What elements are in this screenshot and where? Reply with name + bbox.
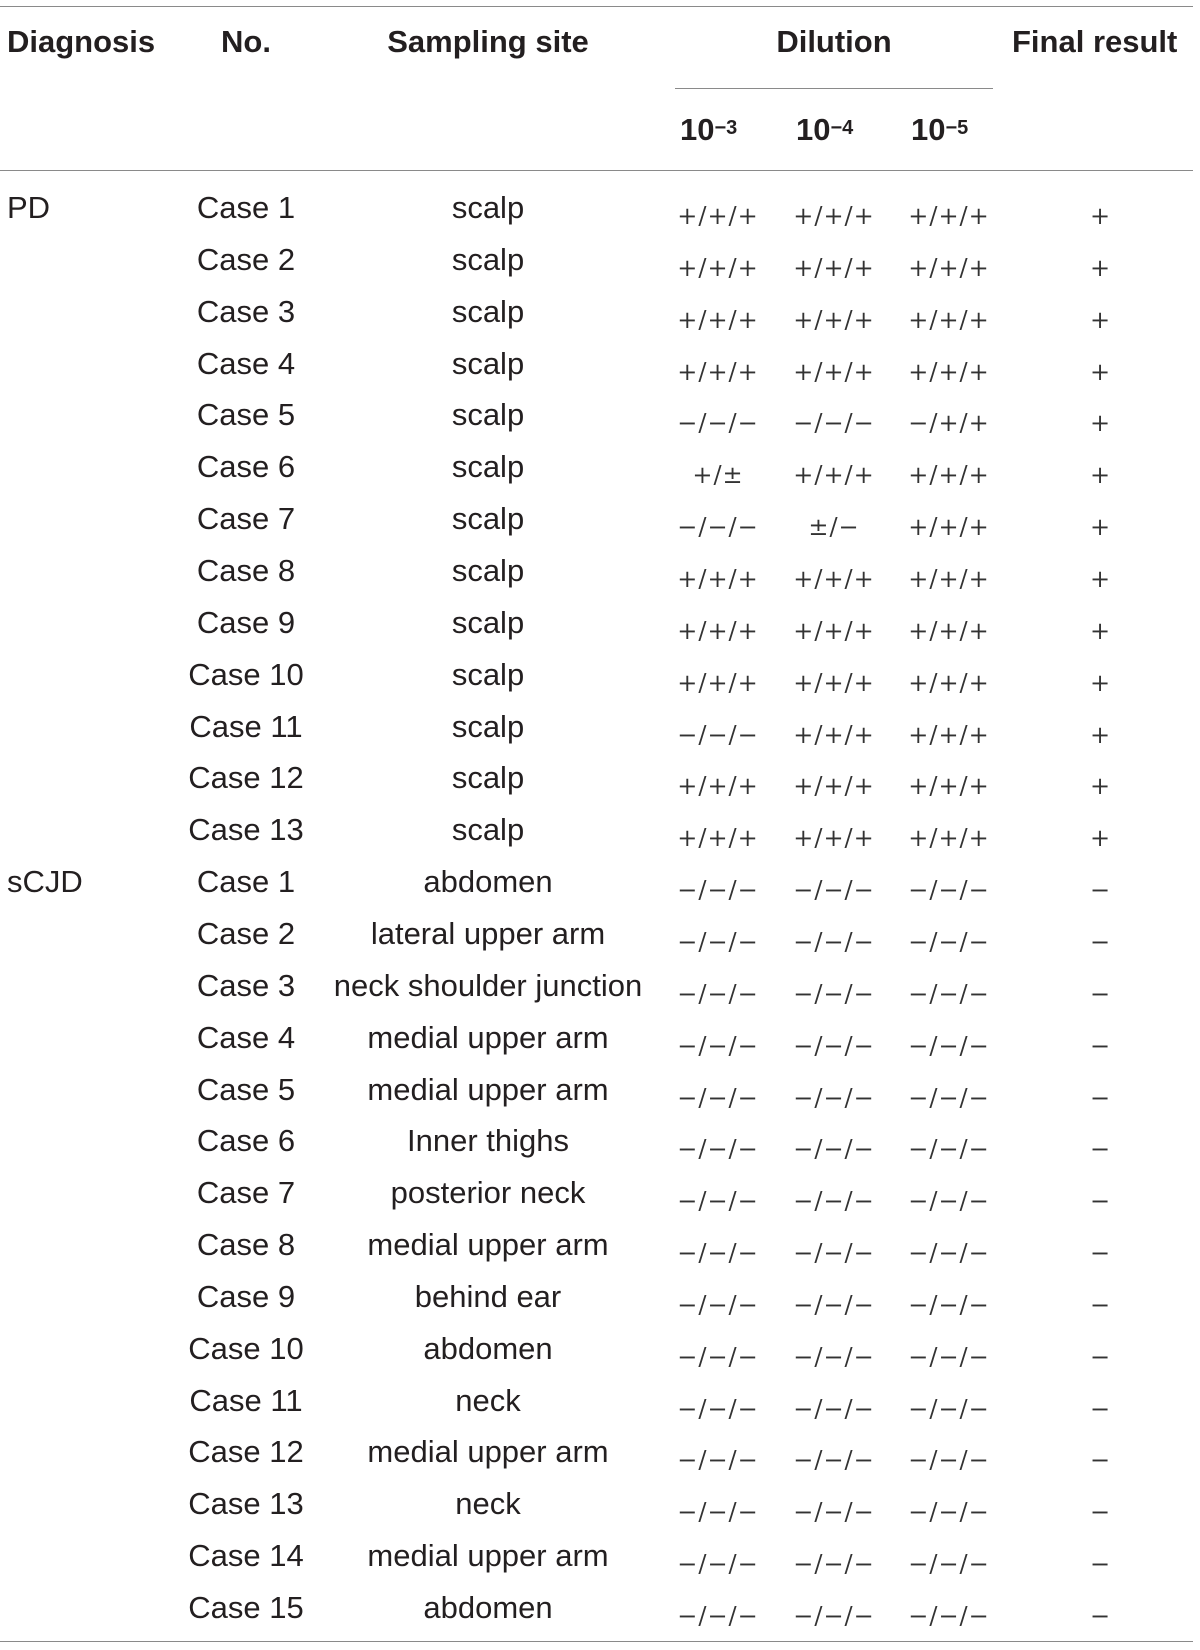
dilution-1e-4-cell: −/−/− xyxy=(793,1550,875,1579)
table-top-rule xyxy=(0,6,1193,7)
dilution-1e-4-cell: −/−/− xyxy=(793,1394,875,1423)
dilution-1e-4-cell: −/−/− xyxy=(793,979,875,1008)
sampling-site-cell: medial upper arm xyxy=(367,1071,609,1107)
header-dilution-level-1: $10^{-3}$ xyxy=(680,112,738,147)
sampling-site-cell: neck shoulder junction xyxy=(333,967,643,1003)
case-number-cell: Case 7 xyxy=(196,501,296,537)
case-number-cell: Case 12 xyxy=(188,760,304,796)
dilution-1e-5-cell: +/+/+ xyxy=(908,565,990,593)
final-result-cell: − xyxy=(1089,1394,1111,1423)
dilution-1e-5-cell: −/+/+ xyxy=(908,409,990,438)
sampling-site-cell: neck xyxy=(455,1382,521,1418)
case-number-cell: Case 2 xyxy=(196,241,296,277)
dilution-1e-4-cell: −/−/− xyxy=(793,1498,875,1527)
dilution-1e-5-cell: −/−/− xyxy=(908,1290,990,1319)
final-result-cell: + xyxy=(1089,409,1111,438)
dilution-1e-3-cell: +/+/+ xyxy=(677,305,759,334)
dilution-1e-3-cell: −/−/− xyxy=(677,1342,759,1371)
case-number-cell: Case 6 xyxy=(196,1123,296,1159)
dilution-1e-3-cell: +/+/+ xyxy=(677,565,759,593)
final-result-cell: − xyxy=(1089,1239,1111,1267)
case-number-cell: Case 14 xyxy=(188,1538,304,1574)
sampling-site-cell: scalp xyxy=(451,397,525,433)
dilution-subheader-rule xyxy=(675,88,993,89)
dilution-1e-3-cell: +/+/+ xyxy=(677,357,759,386)
sampling-site-cell: scalp xyxy=(451,656,525,692)
table-row xyxy=(0,1381,1193,1433)
sampling-site-cell: neck xyxy=(455,1486,521,1522)
dilution-1e-5-cell: +/+/+ xyxy=(908,305,990,334)
dilution-1e-5-cell: −/−/− xyxy=(908,1394,990,1423)
final-result-cell: + xyxy=(1089,202,1111,230)
final-result-cell: − xyxy=(1089,1031,1111,1060)
case-number-cell: Case 3 xyxy=(196,967,296,1003)
dilution-1e-3-cell: −/−/− xyxy=(677,513,759,542)
diagnosis-cell: PD xyxy=(7,190,51,225)
case-number-cell: Case 1 xyxy=(196,864,296,900)
dilution-1e-5-cell: −/−/− xyxy=(908,979,990,1008)
dilution-1e-4-cell: +/+/+ xyxy=(793,357,875,386)
dilution-1e-3-cell: −/−/− xyxy=(677,927,759,956)
case-number-cell: Case 7 xyxy=(196,1175,296,1211)
case-number-cell: Case 13 xyxy=(188,1486,304,1522)
table-row xyxy=(0,447,1193,499)
dilution-1e-4-cell: +/+/+ xyxy=(793,772,875,801)
case-number-cell: Case 2 xyxy=(196,915,296,951)
case-number-cell: Case 9 xyxy=(196,604,296,640)
dilution-1e-5-cell: +/+/+ xyxy=(908,513,990,542)
sampling-site-cell: medial upper arm xyxy=(367,1538,609,1574)
case-number-cell: Case 8 xyxy=(196,1227,296,1262)
final-result-cell: − xyxy=(1089,1498,1111,1527)
dilution-1e-5-cell: +/+/+ xyxy=(908,461,990,490)
sampling-site-cell: scalp xyxy=(451,604,525,640)
dilution-1e-3-cell: −/−/− xyxy=(677,876,759,905)
dilution-1e-4-cell: −/−/− xyxy=(793,1290,875,1319)
final-result-cell: + xyxy=(1089,824,1111,853)
header-final-result: Final result xyxy=(1012,24,1178,59)
case-number-cell: Case 6 xyxy=(196,449,296,485)
table-row xyxy=(0,1484,1193,1536)
dilution-1e-5-cell: +/+/+ xyxy=(908,720,990,749)
table-row xyxy=(0,292,1193,344)
final-result-cell: + xyxy=(1089,772,1111,801)
dilution-1e-4-cell: −/−/− xyxy=(793,1135,875,1164)
final-result-cell: + xyxy=(1089,720,1111,749)
dilution-1e-3-cell: −/−/− xyxy=(677,409,759,438)
dilution-1e-4-cell: −/−/− xyxy=(793,1031,875,1060)
case-number-cell: Case 15 xyxy=(188,1590,304,1625)
case-number-cell: Case 10 xyxy=(188,1330,304,1366)
case-number-cell: Case 9 xyxy=(196,1278,296,1314)
final-result-cell: − xyxy=(1089,1550,1111,1579)
sampling-site-cell: scalp xyxy=(451,760,525,796)
dilution-1e-4-cell: −/−/− xyxy=(793,927,875,956)
header-diagnosis: Diagnosis xyxy=(7,24,156,59)
table-row xyxy=(0,395,1193,447)
sampling-site-cell: abdomen xyxy=(423,864,553,900)
case-number-cell: Case 4 xyxy=(196,345,296,381)
final-result-cell: + xyxy=(1089,513,1111,542)
final-result-cell: − xyxy=(1089,1602,1111,1630)
dilution-1e-5-cell: −/−/− xyxy=(908,1031,990,1060)
table-row xyxy=(0,603,1193,655)
case-number-cell: Case 5 xyxy=(196,397,296,433)
dilution-1e-5-cell: +/+/+ xyxy=(908,357,990,386)
dilution-1e-3-cell: −/−/− xyxy=(677,1135,759,1164)
dilution-1e-5-cell: −/−/− xyxy=(908,1187,990,1216)
dilution-1e-5-cell: −/−/− xyxy=(908,1239,990,1267)
dilution-1e-3-cell: −/−/− xyxy=(677,1239,759,1267)
dilution-1e-3-cell: −/−/− xyxy=(677,979,759,1008)
header-dilution-level-3: $10^{-5}$ xyxy=(911,112,969,147)
final-result-cell: − xyxy=(1089,876,1111,905)
table-row xyxy=(0,914,1193,966)
dilution-1e-4-cell: +/+/+ xyxy=(793,461,875,490)
dilution-1e-4-cell: −/−/− xyxy=(793,1239,875,1267)
dilution-1e-4-cell: −/−/− xyxy=(793,1446,875,1475)
dilution-1e-5-cell: +/+/+ xyxy=(908,824,990,853)
table-row xyxy=(0,344,1193,396)
case-number-cell: Case 12 xyxy=(188,1434,304,1470)
final-result-cell: − xyxy=(1089,927,1111,956)
dilution-1e-5-cell: −/−/− xyxy=(908,1342,990,1371)
final-result-cell: − xyxy=(1089,1290,1111,1319)
dilution-1e-3-cell: −/−/− xyxy=(677,1602,759,1630)
dilution-1e-4-cell: +/+/+ xyxy=(793,668,875,697)
dilution-1e-5-cell: −/−/− xyxy=(908,1446,990,1475)
sampling-site-cell: scalp xyxy=(451,449,525,485)
sampling-site-cell: scalp xyxy=(451,345,525,381)
dilution-1e-5-cell: +/+/+ xyxy=(908,202,990,230)
final-result-cell: − xyxy=(1089,1342,1111,1371)
case-number-cell: Case 13 xyxy=(188,812,304,848)
dilution-1e-4-cell: −/−/− xyxy=(793,1602,875,1630)
diagnosis-cell: sCJD xyxy=(7,864,83,900)
dilution-1e-4-cell: +/+/+ xyxy=(793,253,875,282)
case-number-cell: Case 10 xyxy=(188,656,304,692)
table-row xyxy=(0,1018,1193,1070)
table-row xyxy=(0,240,1193,292)
dilution-1e-5-cell: −/−/− xyxy=(908,927,990,956)
table-row xyxy=(0,862,1193,914)
table-row xyxy=(0,1173,1193,1225)
final-result-cell: + xyxy=(1089,616,1111,645)
case-number-cell: Case 4 xyxy=(196,1019,296,1055)
table-bottom-rule xyxy=(0,1641,1193,1642)
sampling-site-cell: scalp xyxy=(451,812,525,848)
dilution-1e-4-cell: ±/− xyxy=(808,513,860,542)
table-row xyxy=(0,810,1193,862)
dilution-1e-3-cell: −/−/− xyxy=(677,1498,759,1527)
sampling-site-cell: posterior neck xyxy=(390,1175,586,1211)
sampling-site-cell: scalp xyxy=(451,501,525,537)
dilution-1e-4-cell: +/+/+ xyxy=(793,616,875,645)
dilution-1e-3-cell: +/+/+ xyxy=(677,824,759,853)
case-number-cell: Case 3 xyxy=(196,293,296,329)
dilution-1e-3-cell: −/−/− xyxy=(677,1031,759,1060)
dilution-1e-3-cell: +/± xyxy=(692,461,744,490)
table-row xyxy=(0,1329,1193,1381)
dilution-1e-3-cell: −/−/− xyxy=(677,1187,759,1216)
dilution-1e-4-cell: +/+/+ xyxy=(793,565,875,593)
dilution-1e-4-cell: +/+/+ xyxy=(793,824,875,853)
table-row xyxy=(0,707,1193,759)
dilution-1e-4-cell: +/+/+ xyxy=(793,202,875,230)
sampling-site-cell: Inner thighs xyxy=(407,1123,569,1159)
dilution-1e-4-cell: −/−/− xyxy=(793,1342,875,1371)
dilution-1e-3-cell: −/−/− xyxy=(677,1446,759,1475)
dilution-1e-5-cell: −/−/− xyxy=(908,1083,990,1112)
dilution-1e-3-cell: +/+/+ xyxy=(677,253,759,282)
dilution-1e-3-cell: −/−/− xyxy=(677,1550,759,1579)
final-result-cell: + xyxy=(1089,461,1111,490)
sampling-site-cell: abdomen xyxy=(423,1330,553,1366)
final-result-cell: + xyxy=(1089,305,1111,334)
final-result-cell: − xyxy=(1089,1446,1111,1475)
table-row xyxy=(0,499,1193,551)
table-row xyxy=(0,188,1193,240)
dilution-1e-3-cell: −/−/− xyxy=(677,1290,759,1319)
table-row xyxy=(0,1225,1193,1277)
dilution-1e-4-cell: +/+/+ xyxy=(793,720,875,749)
header-dilution: Dilution xyxy=(776,24,892,59)
sampling-site-cell: lateral upper arm xyxy=(370,915,606,951)
table-row xyxy=(0,1536,1193,1588)
table-row xyxy=(0,1432,1193,1484)
table-row xyxy=(0,758,1193,810)
header-no: No. xyxy=(221,24,271,59)
sampling-site-cell: scalp xyxy=(451,241,525,277)
case-number-cell: Case 11 xyxy=(189,708,303,744)
final-result-cell: + xyxy=(1089,565,1111,593)
dilution-1e-5-cell: +/+/+ xyxy=(908,253,990,282)
dilution-1e-5-cell: −/−/− xyxy=(908,876,990,905)
sampling-site-cell: medial upper arm xyxy=(367,1019,609,1055)
case-number-cell: Case 8 xyxy=(196,553,296,588)
final-result-cell: + xyxy=(1089,357,1111,386)
dilution-1e-3-cell: −/−/− xyxy=(677,1083,759,1112)
table-row xyxy=(0,1121,1193,1173)
table-row xyxy=(0,1588,1193,1640)
sampling-site-cell: scalp xyxy=(451,293,525,329)
dilution-1e-3-cell: +/+/+ xyxy=(677,202,759,230)
dilution-1e-3-cell: −/−/− xyxy=(677,1394,759,1423)
dilution-1e-4-cell: −/−/− xyxy=(793,1187,875,1216)
table-row xyxy=(0,1070,1193,1122)
dilution-1e-5-cell: +/+/+ xyxy=(908,668,990,697)
sampling-site-cell: abdomen xyxy=(423,1590,553,1625)
sampling-site-cell: medial upper arm xyxy=(367,1227,609,1262)
case-number-cell: Case 11 xyxy=(189,1382,303,1418)
dilution-1e-4-cell: −/−/− xyxy=(793,1083,875,1112)
dilution-1e-5-cell: −/−/− xyxy=(908,1602,990,1630)
sampling-site-cell: scalp xyxy=(451,708,525,744)
table-row xyxy=(0,655,1193,707)
dilution-1e-5-cell: −/−/− xyxy=(908,1498,990,1527)
dilution-1e-3-cell: +/+/+ xyxy=(677,668,759,697)
table-row xyxy=(0,966,1193,1018)
sampling-site-cell: medial upper arm xyxy=(367,1434,609,1470)
header-bottom-rule xyxy=(0,170,1193,171)
final-result-cell: − xyxy=(1089,1187,1111,1216)
dilution-1e-4-cell: +/+/+ xyxy=(793,305,875,334)
sampling-site-cell: scalp xyxy=(451,553,525,588)
dilution-1e-4-cell: −/−/− xyxy=(793,409,875,438)
dilution-1e-4-cell: −/−/− xyxy=(793,876,875,905)
final-result-cell: + xyxy=(1089,668,1111,697)
final-result-cell: + xyxy=(1089,253,1111,282)
case-number-cell: Case 5 xyxy=(196,1071,296,1107)
header-dilution-level-2: $10^{-4}$ xyxy=(796,112,854,147)
final-result-cell: − xyxy=(1089,1135,1111,1164)
header-sampling-site: Sampling site xyxy=(387,24,589,59)
sampling-site-cell: behind ear xyxy=(414,1278,562,1314)
dilution-1e-5-cell: +/+/+ xyxy=(908,616,990,645)
final-result-cell: − xyxy=(1089,1083,1111,1112)
dilution-1e-3-cell: +/+/+ xyxy=(677,616,759,645)
dilution-1e-5-cell: −/−/− xyxy=(908,1550,990,1579)
sampling-site-cell: scalp xyxy=(451,190,525,225)
table-row xyxy=(0,551,1193,603)
dilution-1e-5-cell: +/+/+ xyxy=(908,772,990,801)
final-result-cell: − xyxy=(1089,979,1111,1008)
dilution-1e-3-cell: +/+/+ xyxy=(677,772,759,801)
table-row xyxy=(0,1277,1193,1329)
case-number-cell: Case 1 xyxy=(196,190,296,225)
dilution-1e-3-cell: −/−/− xyxy=(677,720,759,749)
dilution-1e-5-cell: −/−/− xyxy=(908,1135,990,1164)
